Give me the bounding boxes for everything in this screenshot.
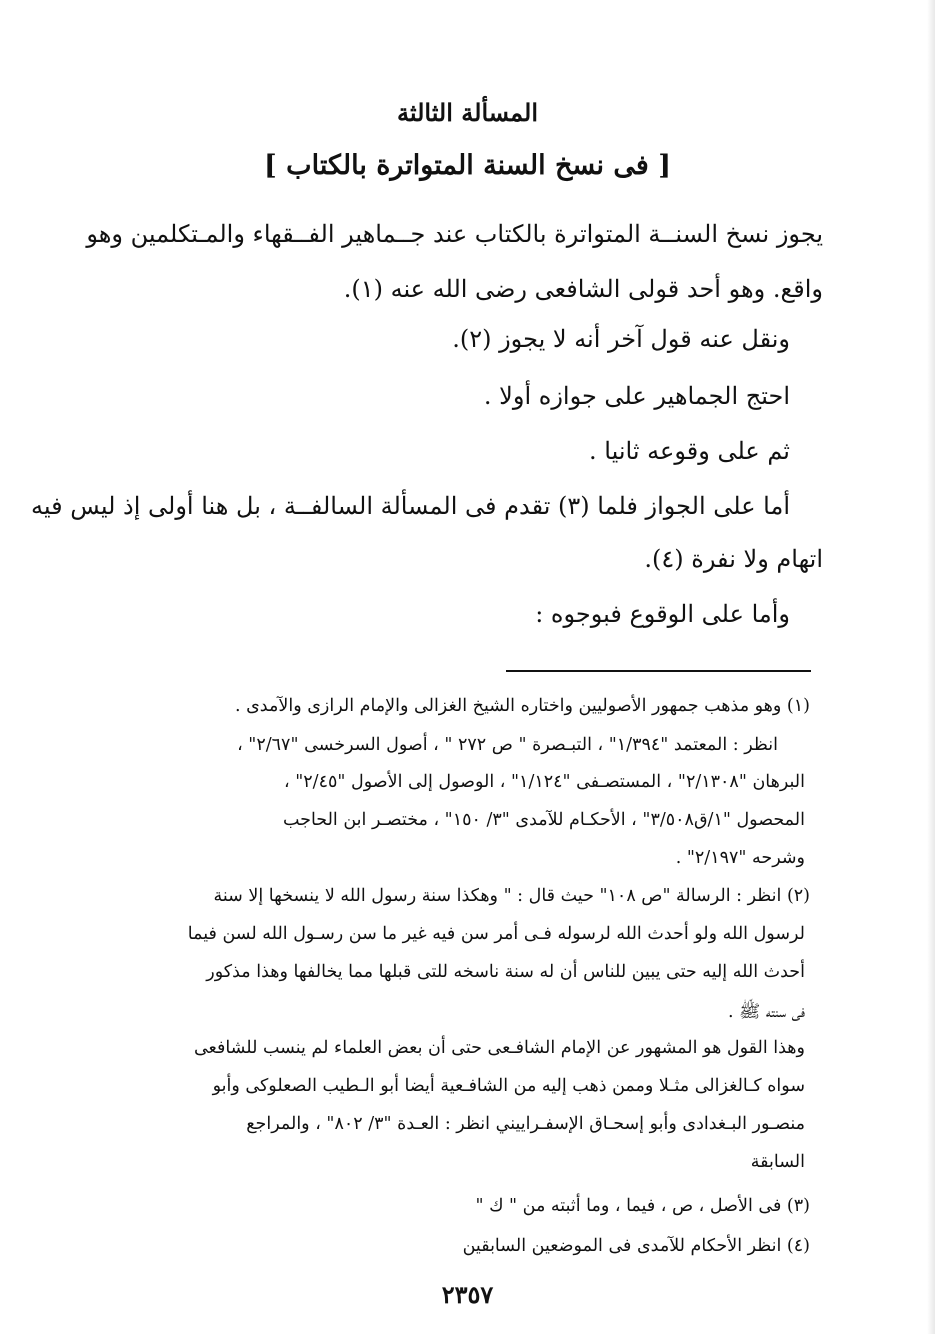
footnote-line: لرسول الله ولو أحدث الله لرسوله فـى أمر سن فيه غير ما سن رسـول الله لسن فيما	[187, 924, 805, 944]
page-number: ٢٣٥٧	[441, 1280, 494, 1309]
footnote-separator	[506, 670, 811, 672]
footnote-line: سواه كـالغزالى مثـلا وممن ذهب إليه من الشافـعية أيضا أبو الـطيب الصعلوكى وأبو	[212, 1076, 805, 1096]
page-edge-shadow	[927, 0, 935, 1334]
body-line: يجوز نسخ السنــة المتواترة بالكتاب عند جــماهير الفــقهاء والمـتكلمين وهو	[86, 220, 823, 248]
footnote-line: وشرحه "٢/١٩٧" .	[675, 848, 805, 868]
body-line: احتج الجماهير على جوازه أولا .	[483, 382, 790, 410]
body-line: واقع. وهو أحد قولى الشافعى رضى الله عنه (١).	[343, 275, 823, 303]
footnote-line: (٤) انظر الأحكام للآمدى فى الموضعين السابقين	[462, 1236, 810, 1256]
footnote-line: (٢) انظر : الرسالة "ص ١٠٨" حيث قال : " وهكذا سنة رسول الله لا ينسخها إلا سنة	[213, 886, 810, 906]
footnote-line: انظر : المعتمد "١/٣٩٤" ، التبـصرة " ص ٢٧٢ " ، أصول السرخسى "٢/٦٧" ،	[237, 735, 778, 755]
body-line: وأما على الوقوع فبوجوه :	[535, 600, 790, 628]
body-line: ثم على وقوعه ثانيا .	[589, 437, 790, 465]
footnote-line: السابقة	[750, 1152, 805, 1172]
body-line: اتهام ولا نفرة (٤).	[644, 545, 823, 573]
footnote-line: وهذا القول هو المشهور عن الإمام الشافـعى حتى أن بعض العلماء لم ينسب للشافعى	[193, 1038, 805, 1058]
footnote-line: البرهان "٢/١٣٠٨" ، المستصـفى "١/١٢٤" ، الوصول إلى الأصول "٢/٤٥" ،	[284, 772, 805, 792]
footnote-line: منصـور البـغدادى وأبو إسحـاق الإسفـراييني انظر : العـدة "٣/ ٨٠٢" ، والمراجع	[246, 1114, 805, 1134]
footnote-line: فى سنته ﷺ .	[728, 1002, 805, 1022]
footnote-line: أحدث الله إليه حتى يبين للناس أن له سنة ناسخه للتى قبلها مما يخالفها وهذا مذكور	[206, 962, 805, 982]
footnote-line: (٣) فى الأصل ، ص ، فيما ، وما أثبته من " ك "	[475, 1196, 810, 1216]
body-line: أما على الجواز فلما (٣) تقدم فى المسألة السالفــة ، بل هنا أولى إذ ليس فيه	[31, 492, 790, 520]
issue-heading: المسألة الثالثة	[396, 98, 539, 127]
footnote-line: المحصول "١/ق٣/٥٠٨" ، الأحكـام للآمدى "٣/ ١٥٠" ، مختصـر ابن الحاجب	[282, 810, 805, 830]
body-line: ونقل عنه قول آخر أنه لا يجوز (٢).	[452, 325, 790, 353]
topic-heading: [ فى نسخ السنة المتواترة بالكتاب ]	[264, 150, 671, 181]
footnote-line: (١) وهو مذهب جمهور الأصوليين واختاره الشيخ الغزالى والإمام الرازى والآمدى .	[234, 696, 810, 716]
